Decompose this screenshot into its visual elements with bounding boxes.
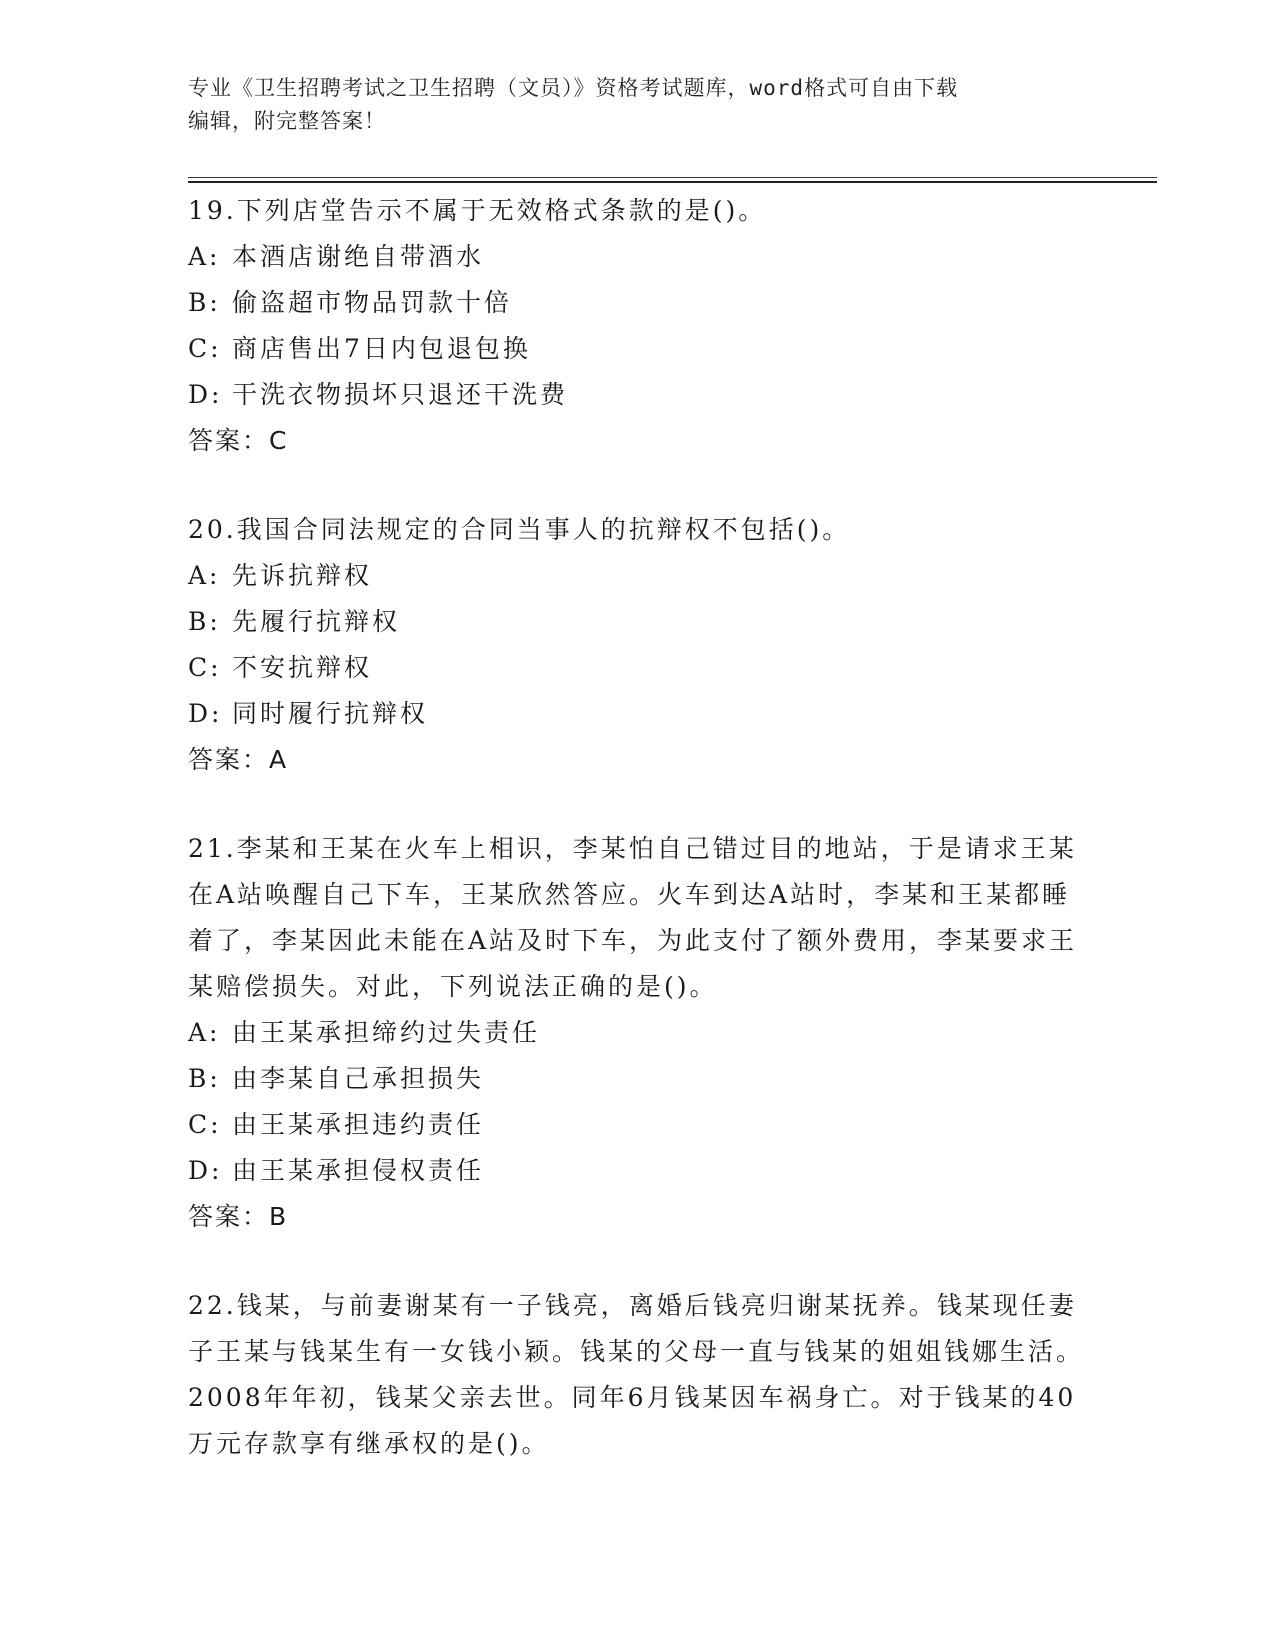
option-text: 由王某承担违约责任 [232, 1110, 485, 1139]
option-text: 先诉抗辩权 [232, 561, 373, 590]
question-item [188, 188, 1088, 464]
option-letter: D: [188, 380, 223, 409]
option-row [188, 691, 1088, 737]
option-row [188, 645, 1088, 691]
option-row [188, 280, 1088, 326]
question-item [188, 507, 1088, 783]
question-item [188, 1283, 1088, 1467]
option-text: 不安抗辩权 [232, 653, 373, 682]
option-letter: A: [188, 242, 221, 271]
question-stem: 22.钱某，与前妻谢某有一子钱亮，离婚后钱亮归谢某抚养。钱某现任妻子王某与钱某生有一女钱小颖。钱某的父母一直与钱某的姐姐钱娜生活。2008年年初，钱某父亲去世。同年6月钱某因车祸身亡。对于钱某的40万元存款享有继承权的是()。 [188, 1291, 1085, 1458]
option-letter: C: [188, 1110, 222, 1139]
option-row [188, 1102, 1088, 1148]
option-text: 偷盗超市物品罚款十倍 [232, 288, 513, 317]
question-stem: 20.我国合同法规定的合同当事人的抗辩权不包括()。 [188, 515, 851, 544]
option-letter: D: [188, 1156, 223, 1185]
document-header [188, 72, 1088, 138]
option-letter: B: [188, 1064, 221, 1093]
header-divider-thin [188, 177, 1157, 178]
option-text: 商店售出7日内包退包换 [232, 334, 531, 363]
option-text: 干洗衣物损坏只退还干洗费 [232, 380, 569, 409]
header-line-2: 编辑，附完整答案！ [188, 109, 386, 133]
header-line-1: 专业《卫生招聘考试之卫生招聘（文员）》资格考试题库，word格式可自由下载 [188, 76, 959, 100]
option-text: 先履行抗辩权 [232, 607, 401, 636]
question-stem: 19.下列店堂告示不属于无效格式条款的是()。 [188, 196, 767, 225]
answer-label: 答案：B [188, 1202, 289, 1231]
question-list [188, 188, 1088, 1510]
option-text: 由王某承担缔约过失责任 [232, 1018, 541, 1047]
header-divider-thick [188, 181, 1157, 183]
option-row [188, 372, 1088, 418]
option-letter: B: [188, 288, 221, 317]
option-letter: A: [188, 1018, 221, 1047]
option-letter: D: [188, 699, 223, 728]
option-letter: C: [188, 334, 222, 363]
option-text: 本酒店谢绝自带酒水 [232, 242, 485, 271]
answer-label: 答案：A [188, 745, 289, 774]
option-row [188, 1010, 1088, 1056]
option-letter: B: [188, 607, 221, 636]
option-letter: A: [188, 561, 221, 590]
option-letter: C: [188, 653, 222, 682]
option-row [188, 1056, 1088, 1102]
option-row [188, 1148, 1088, 1194]
option-row [188, 599, 1088, 645]
question-item [188, 826, 1088, 1240]
option-row [188, 234, 1088, 280]
answer-label: 答案：C [188, 426, 289, 455]
option-text: 同时履行抗辩权 [232, 699, 429, 728]
option-text: 由李某自己承担损失 [232, 1064, 485, 1093]
question-stem: 21.李某和王某在火车上相识，李某怕自己错过目的地站，于是请求王某在A站唤醒自己下车，王某欣然答应。火车到达A站时，李某和王某都睡着了，李某因此未能在A站及时下车，为此支付了额外费用，李某要求王某赔偿损失。对此，下列说法正确的是()。 [188, 834, 1078, 1001]
option-row [188, 326, 1088, 372]
option-text: 由王某承担侵权责任 [232, 1156, 485, 1185]
option-row [188, 553, 1088, 599]
